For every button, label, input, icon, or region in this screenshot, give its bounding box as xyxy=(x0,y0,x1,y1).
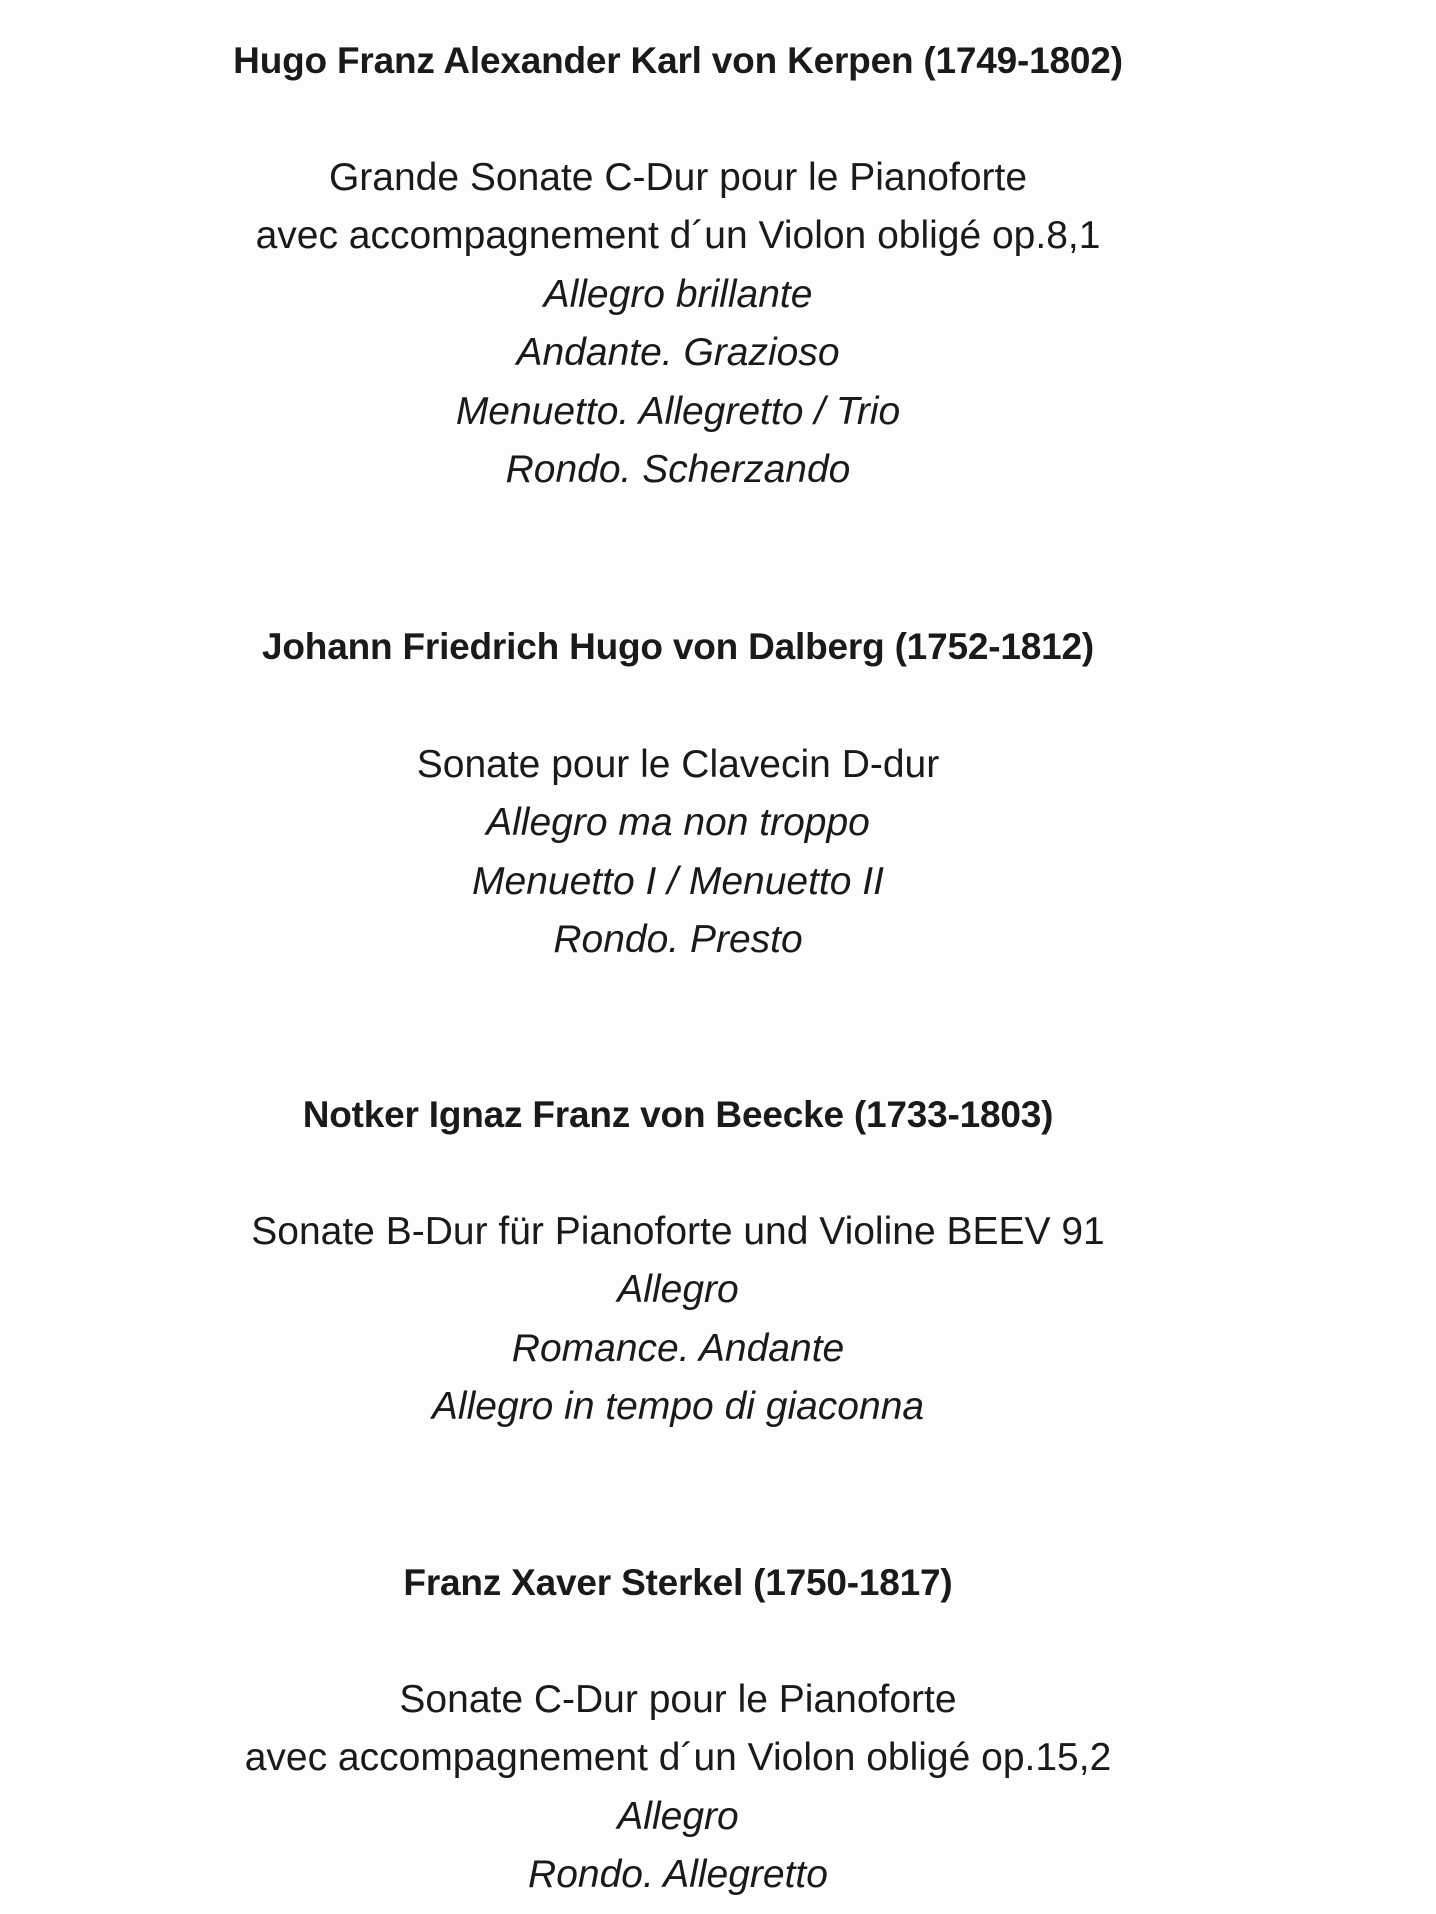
movement-item: Rondo. Presto xyxy=(553,918,803,961)
work-title: avec accompagnement d´un Violon obligé op.15,2 xyxy=(244,1736,1112,1779)
movement-item: Allegro xyxy=(617,1268,739,1311)
composer-heading: Hugo Franz Alexander Karl von Kerpen (1749-1802) xyxy=(233,40,1123,81)
composer-heading: Johann Friedrich Hugo von Dalberg (1752-1812) xyxy=(262,626,1094,667)
movement-item: Menuetto. Allegretto / Trio xyxy=(455,390,901,433)
work-title: Sonate C-Dur pour le Pianoforte xyxy=(399,1678,957,1721)
movement-item: Allegro in tempo di giaconna xyxy=(431,1385,925,1428)
movement-item: Menuetto I / Menuetto II xyxy=(472,860,884,903)
movement-item: Allegro brillante xyxy=(543,273,813,316)
movement-item: Allegro xyxy=(617,1795,739,1838)
composer-heading: Notker Ignaz Franz von Beecke (1733-1803) xyxy=(302,1094,1054,1135)
work-title: Sonate B-Dur für Pianoforte und Violine BEEV 91 xyxy=(251,1210,1105,1253)
movement-item: Andante. Grazioso xyxy=(516,331,840,374)
work-title: Grande Sonate C-Dur pour le Pianoforte xyxy=(328,156,1028,199)
movement-item: Romance. Andante xyxy=(511,1327,845,1370)
movement-item: Allegro ma non troppo xyxy=(486,801,870,844)
composer-heading: Franz Xaver Sterkel (1750-1817) xyxy=(403,1562,953,1603)
movement-item: Rondo. Scherzando xyxy=(505,448,851,491)
work-title: avec accompagnement d´un Violon obligé op.8,1 xyxy=(255,214,1101,257)
movement-item: Rondo. Allegretto xyxy=(528,1853,828,1896)
work-title: Sonate pour le Clavecin D-dur xyxy=(416,743,940,786)
